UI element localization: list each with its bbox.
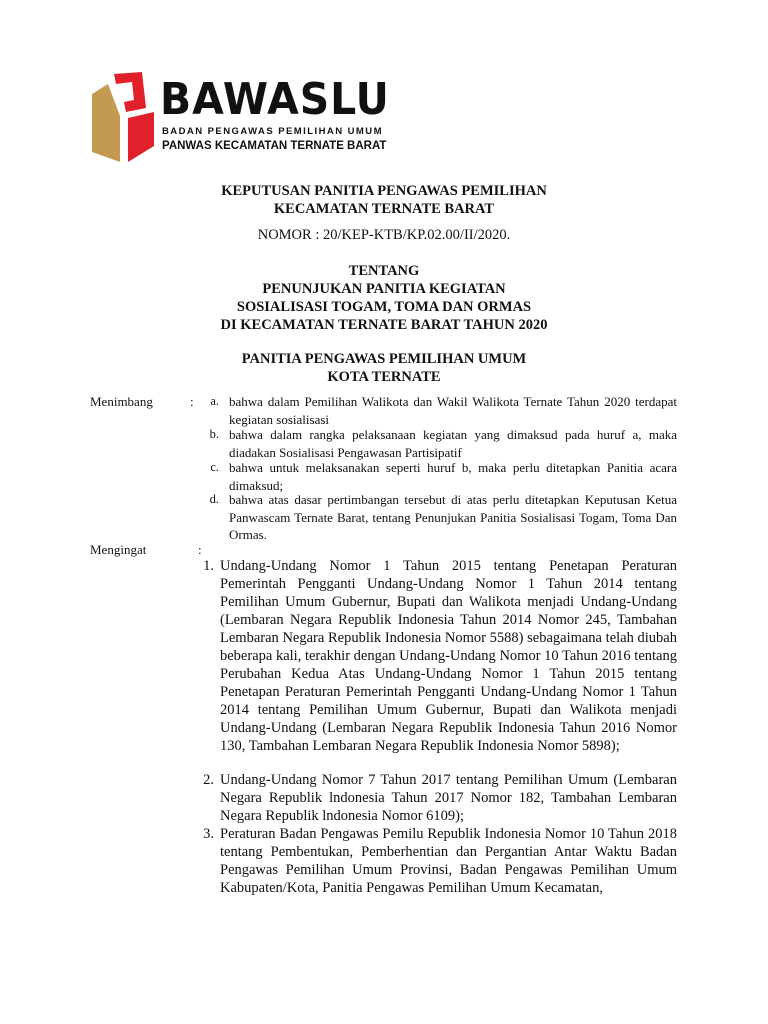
ballot-box-emblem-icon [90,72,160,164]
menimbang-label: Menimbang [90,394,153,409]
logo-office: PANWAS KECAMATAN TERNATE BARAT [162,140,387,152]
heading-line-2: KECAMATAN TERNATE BARAT [273,201,495,217]
menimbang-item-letter: d. [209,492,219,506]
bawaslu-logo [90,72,390,164]
menimbang-item-text: bahwa dalam Pemilihan Walikota dan Wakil Walikota Ternate Tahun 2020 terdapat kegiatan sosialisasi [229,394,677,427]
decision-number [0,226,768,244]
mengingat-item-number: 1. [203,558,214,574]
mengingat-label: Mengingat [90,542,147,557]
issuer-block [0,350,768,386]
issuer-line-2: KOTA TERNATE [327,369,441,385]
mengingat-item-text: Peraturan Badan Pengawas Pemilu Republik Indonesia Nomor 10 Tahun 2018 tentang Pembentukan, Pemberhentian dan Pergantian Antar Waktu Badan Pengawas Pemilihan Umum Provinsi, Badan Pengawas Pemilihan Umum Kabupaten/Kota, Panitia Pengawas Pemilihan Umum Kecamatan, [220,826,677,896]
menimbang-item-text: bahwa untuk melaksanakan seperti huruf b, maka perlu ditetapkan Panitia acara dimaksud; [229,460,677,493]
logo-title: BAWASLU [160,74,390,125]
menimbang-item-letter: c. [210,460,219,474]
mengingat-item-number: 3. [203,826,214,842]
logo-subtitle: BADAN PENGAWAS PEMILIHAN UMUM [162,126,383,137]
about-line-1: PENUNJUKAN PANITIA KEGIATAN [262,281,506,297]
decision-heading [0,182,768,218]
mengingat-item-text: Undang-Undang Nomor 1 Tahun 2015 tentang Penetapan Peraturan Pemerintah Pengganti Undang-Undang Nomor 1 Tahun 2014 tentang Pemilihan Umum Gubernur, Bupati dan Walikota menjadi Undang-Undang (Lembaran Negara Republik Indonesia Tahun 2014 Nomor 245, Tambahan Lembaran Negara Republik Indonesia Nomor 5588) sebagaimana telah diubah beberapa kali, terakhir dengan Undang-Undang Nomor 10 Tahun 2016 tentang Perubahan Kedua Atas Undang-Undang Nomor 1 Tahun 2015 tentang Penetapan Peraturan Pemerintah Pengganti Undang-Undang Nomor 1 Tahun 2014 tentang Pemilihan Umum Gubernur, Bupati dan Walikota menjadi Undang-Undang (Lembaran Negara Republik Indonesia Tahun 2016 Nomor 130, Tambahan Lembaran Negara Republik Indonesia Nomor 5898); [220,558,677,754]
about-line-2: SOSIALISASI TOGAM, TOMA DAN ORMAS [236,299,532,315]
menimbang-item-text: bahwa atas dasar pertimbangan tersebut di atas perlu ditetapkan Keputusan Ketua Panwascam Ternate Barat, tentang Penunjukan Panitia Sosialisasi Togam, Toma Dan Ormas. [229,492,677,542]
menimbang-item-letter: a. [210,394,219,408]
tentang-label: TENTANG [348,263,420,279]
heading-line-1: KEPUTUSAN PANITIA PENGAWAS PEMILIHAN [221,183,547,199]
mengingat-colon: : [198,542,202,557]
menimbang-colon: : [190,394,194,409]
menimbang-item-text: bahwa dalam rangka pelaksanaan kegiatan yang dimaksud pada huruf a, maka diadakan Sosialisasi Pengawasan Partisipatif [229,427,677,460]
mengingat-item-text: Undang-Undang Nomor 7 Tahun 2017 tentang Pemilihan Umum (Lembaran Negara Republik lndonesia Tahun 2017 Nomor 182, Tambahan Lembaran Negara Republik lndonesia Nomor 6109); [220,772,677,824]
mengingat-item-number: 2. [203,772,214,788]
decision-number-text: NOMOR : 20/KEP-KTB/KP.02.00/II/2020. [257,227,511,243]
about-line-3: DI KECAMATAN TERNATE BARAT TAHUN 2020 [220,317,548,333]
issuer-line-1: PANITIA PENGAWAS PEMILIHAN UMUM [241,351,527,367]
menimbang-item-letter: b. [209,427,219,441]
about-block [0,262,768,334]
